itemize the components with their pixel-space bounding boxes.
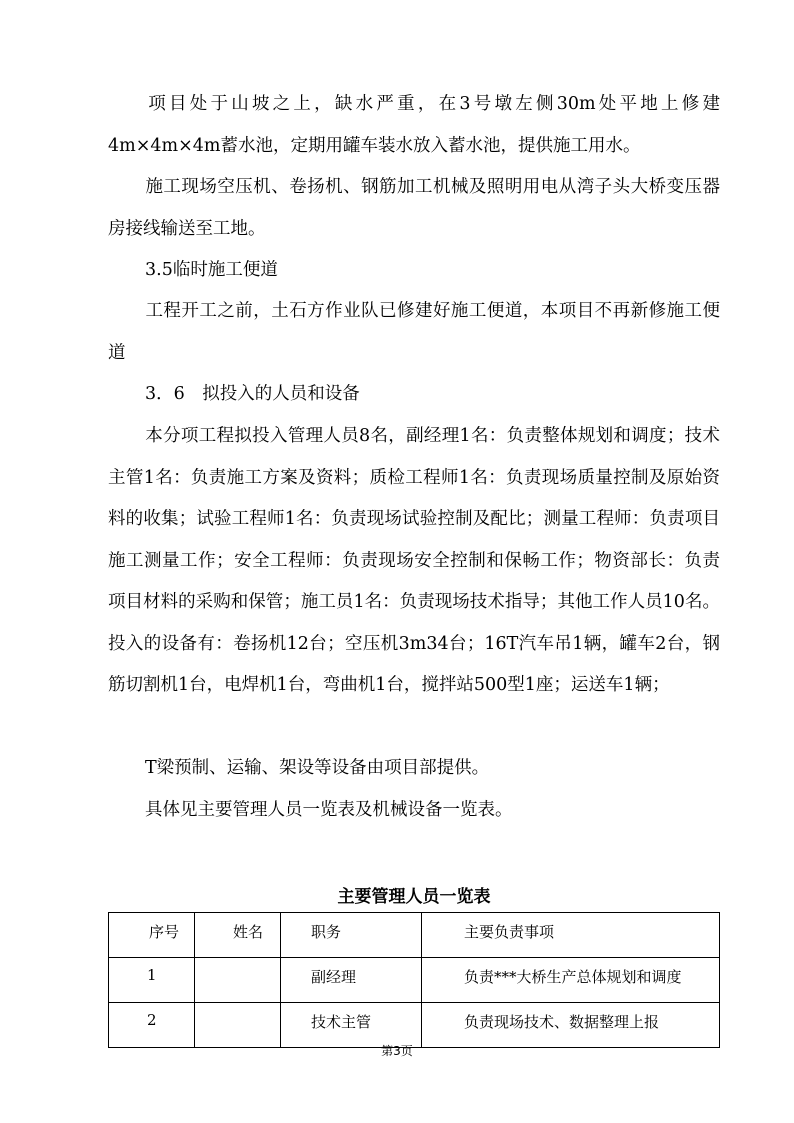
paragraph-tbeam-equipment (108, 748, 720, 790)
table-row (109, 1003, 720, 1048)
table-cell: 负责***大桥生产总体规划和调度 (422, 958, 720, 1003)
paragraph-text: T梁预制、运输、架设等设备由项目部提供。 (145, 758, 490, 778)
table-cell (195, 1003, 281, 1048)
table-cell: 1 (109, 958, 195, 1003)
section-heading-personnel (108, 374, 720, 416)
paragraph-text: 工程开工之前，土石方作业队已修建好施工便道，本项目不再新修施工便道 (108, 301, 720, 363)
heading-text: 3.5临时施工便道 (145, 260, 278, 280)
table-header-row (109, 913, 720, 958)
paragraph-text: 具体见主要管理人员一览表及机械设备一览表。 (145, 800, 513, 820)
header-cell-name: 姓名 (195, 913, 281, 958)
table-title: 主要管理人员一览表 (337, 887, 491, 907)
paragraph-temp-road (108, 291, 720, 374)
heading-text: 3．6 拟投入的人员和设备 (145, 384, 360, 404)
table-cell: 负责现场技术、数据整理上报 (422, 1003, 720, 1048)
paragraph-see-tables (108, 790, 720, 832)
section-heading-temp-road (108, 250, 720, 292)
page-number-footer: 第3页 (381, 1044, 413, 1058)
table-row (109, 958, 720, 1003)
paragraph-power-supply (108, 167, 720, 250)
paragraph-text: 项目处于山坡之上，缺水严重，在3号墩左侧30m处平地上修建4m×4m×4m蓄水池，定期用罐车装水放入蓄水池，提供施工用水。 (108, 94, 720, 156)
paragraph-water-supply (108, 84, 720, 167)
header-cell-responsibility: 主要负责事项 (422, 913, 720, 958)
table-cell: 2 (109, 1003, 195, 1048)
header-cell-position: 职务 (281, 913, 422, 958)
paragraph-text: 本分项工程拟投入管理人员8名，副经理1名：负责整体规划和调度；技术主管1名：负责施工方案及资料；质检工程师1名：负责现场质量控制及原始资料的收集；试验工程师1名：负责现场试验控制及配比；测量工程师：负责项目施工测量工作；安全工程师：负责现场安全控制和保畅工作；物资部长：负责项目材料的采购和保管；施工员1名：负责现场技术指导；其他工作人员10名。投入的设备有：卷扬机12台；空压机3m34台；16T汽车吊1辆，罐车2台，钢筋切割机1台，电焊机1台，弯曲机1台，搅拌站500型1座；运送车1辆； (108, 426, 720, 695)
staff-table (108, 912, 720, 1048)
header-cell-no: 序号 (109, 913, 195, 958)
paragraph-personnel-equipment (108, 416, 720, 707)
table-cell: 副经理 (281, 958, 422, 1003)
table-cell (195, 958, 281, 1003)
table-cell: 技术主管 (281, 1003, 422, 1048)
paragraph-text: 施工现场空压机、卷扬机、钢筋加工机械及照明用电从湾子头大桥变压器房接线输送至工地。 (108, 177, 720, 239)
